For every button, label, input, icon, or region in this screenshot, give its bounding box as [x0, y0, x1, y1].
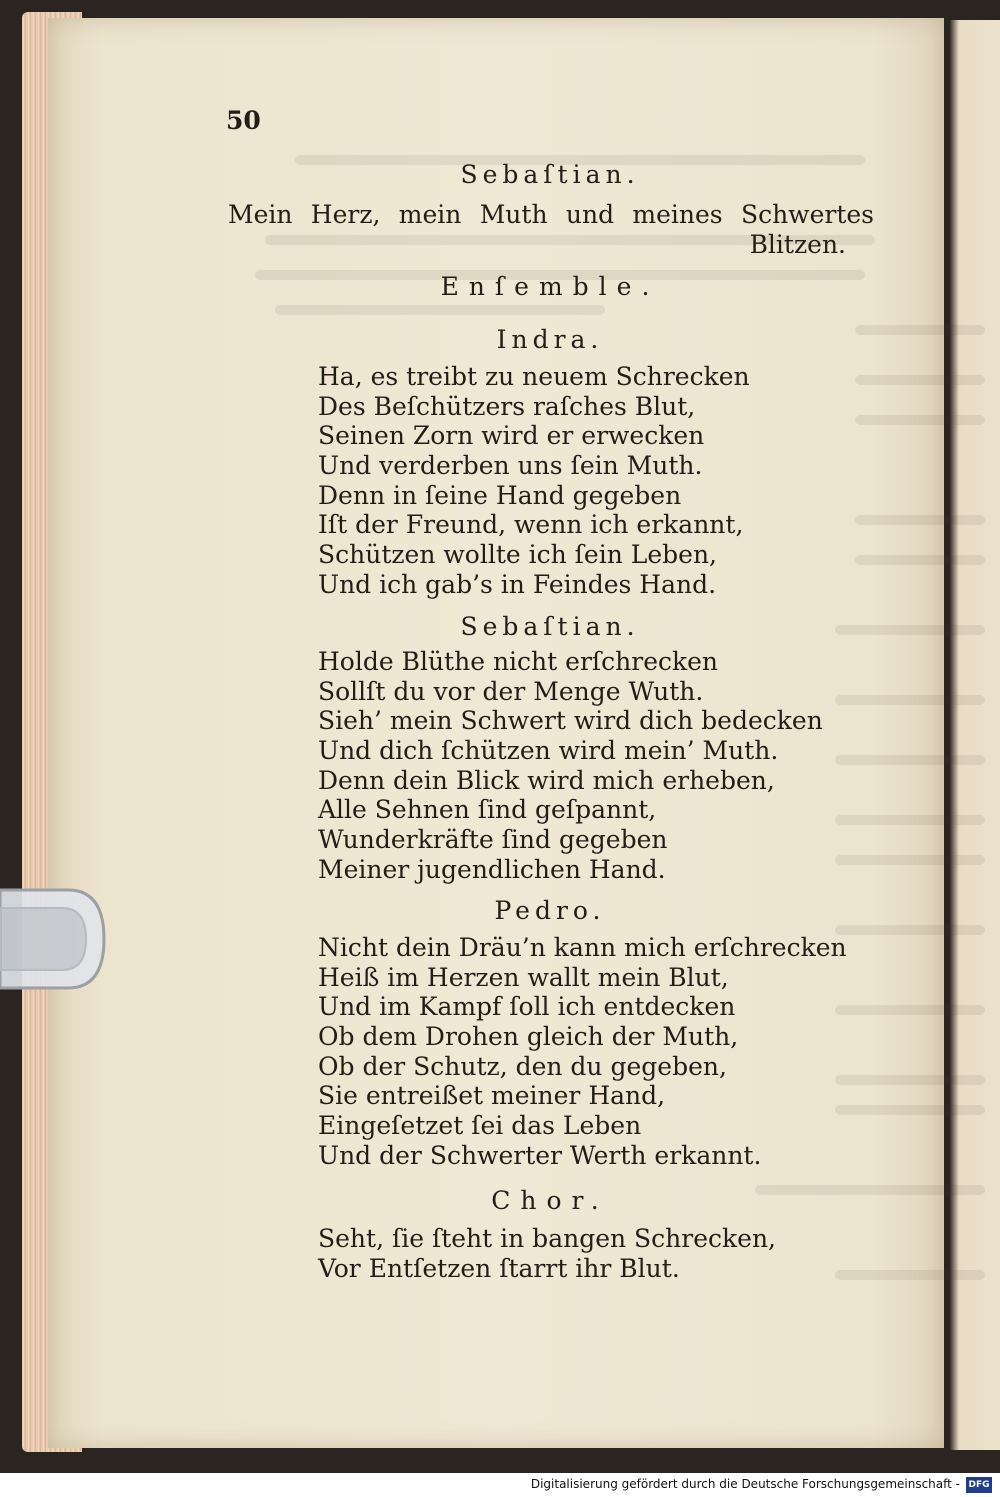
verse-line: Denn dein Blick wird mich erheben,	[318, 765, 775, 795]
verse-pedro	[318, 933, 847, 1171]
page-clip	[0, 878, 110, 1000]
verse-line: Vor Entſetzen ſtarrt ihr Blut.	[318, 1253, 680, 1283]
verse-line: Und der Schwerter Werth erkannt.	[318, 1140, 762, 1170]
verse-line: Sie entreißet meiner Hand,	[318, 1081, 666, 1111]
verse-line: Sollſt du vor der Menge Wuth.	[318, 676, 704, 706]
verse-line: Ob der Schutz, den du gegeben,	[318, 1051, 727, 1081]
verse-chor	[318, 1224, 776, 1283]
verse-indra	[318, 362, 750, 600]
verse-line: Sieh’ mein Schwert wird dich bedecken	[318, 706, 823, 736]
verse-line: Wunderkräfte ſind gegeben	[318, 825, 668, 855]
footer-bar	[0, 1473, 1000, 1497]
speaker-sebastian: Sebaſtian.	[460, 160, 640, 189]
verse-line: Holde Blüthe nicht erſchrecken	[318, 647, 719, 676]
page-number: 50	[226, 106, 261, 135]
verse-line: Des Beſchützers raſches Blut,	[318, 391, 696, 421]
verse-line: Und verderben uns ſein Muth.	[318, 451, 703, 481]
verse-line: Und im Kampf ſoll ich entdecken	[318, 992, 736, 1022]
verse-line: Iſt der Freund, wenn ich erkannt,	[318, 510, 744, 540]
verse-sebastian	[318, 647, 823, 885]
speaker-ensemble: Enſemble.	[440, 272, 660, 301]
verse-line: Mein Herz, mein Muth und meines Schwertes	[228, 200, 874, 229]
verse-line: Schützen wollte ich ſein Leben,	[318, 540, 717, 570]
verse-line: Denn in ſeine Hand gegeben	[318, 480, 682, 510]
verse-line: Heiß im Herzen wallt mein Blut,	[318, 962, 729, 992]
verse-line: Nicht dein Dräu’n kann mich erſchrecken	[318, 933, 847, 962]
speaker-pedro: Pedro.	[494, 896, 606, 925]
verse-line: Eingeſetzet ſei das Leben	[318, 1111, 642, 1141]
verse-line: Ob dem Drohen gleich der Muth,	[318, 1022, 739, 1052]
verse-line: Ha, es treibt zu neuem Schrecken	[318, 362, 750, 391]
verse-line: Meiner jugendlichen Hand.	[318, 854, 666, 884]
speaker-sebastian: Sebaſtian.	[460, 612, 640, 641]
speaker-chor: Chor.	[491, 1186, 609, 1215]
verse-line: Seinen Zorn wird er erwecken	[318, 421, 705, 451]
speaker-indra: Indra.	[496, 325, 604, 354]
verse-line: Und dich ſchützen wird mein’ Muth.	[318, 736, 779, 766]
verse-line: Und ich gab’s in Feindes Hand.	[318, 569, 717, 599]
dfg-logo: DFG	[966, 1477, 992, 1493]
verse-line: Blitzen.	[749, 230, 846, 259]
verse-line: Alle Sehnen ſind geſpannt,	[318, 795, 657, 825]
footer-credit: Digitalisierung gefördert durch die Deutsche Forschungsgemeinschaft -	[530, 1477, 960, 1491]
verse-line: Seht, ſie ſteht in bangen Schrecken,	[318, 1224, 777, 1253]
